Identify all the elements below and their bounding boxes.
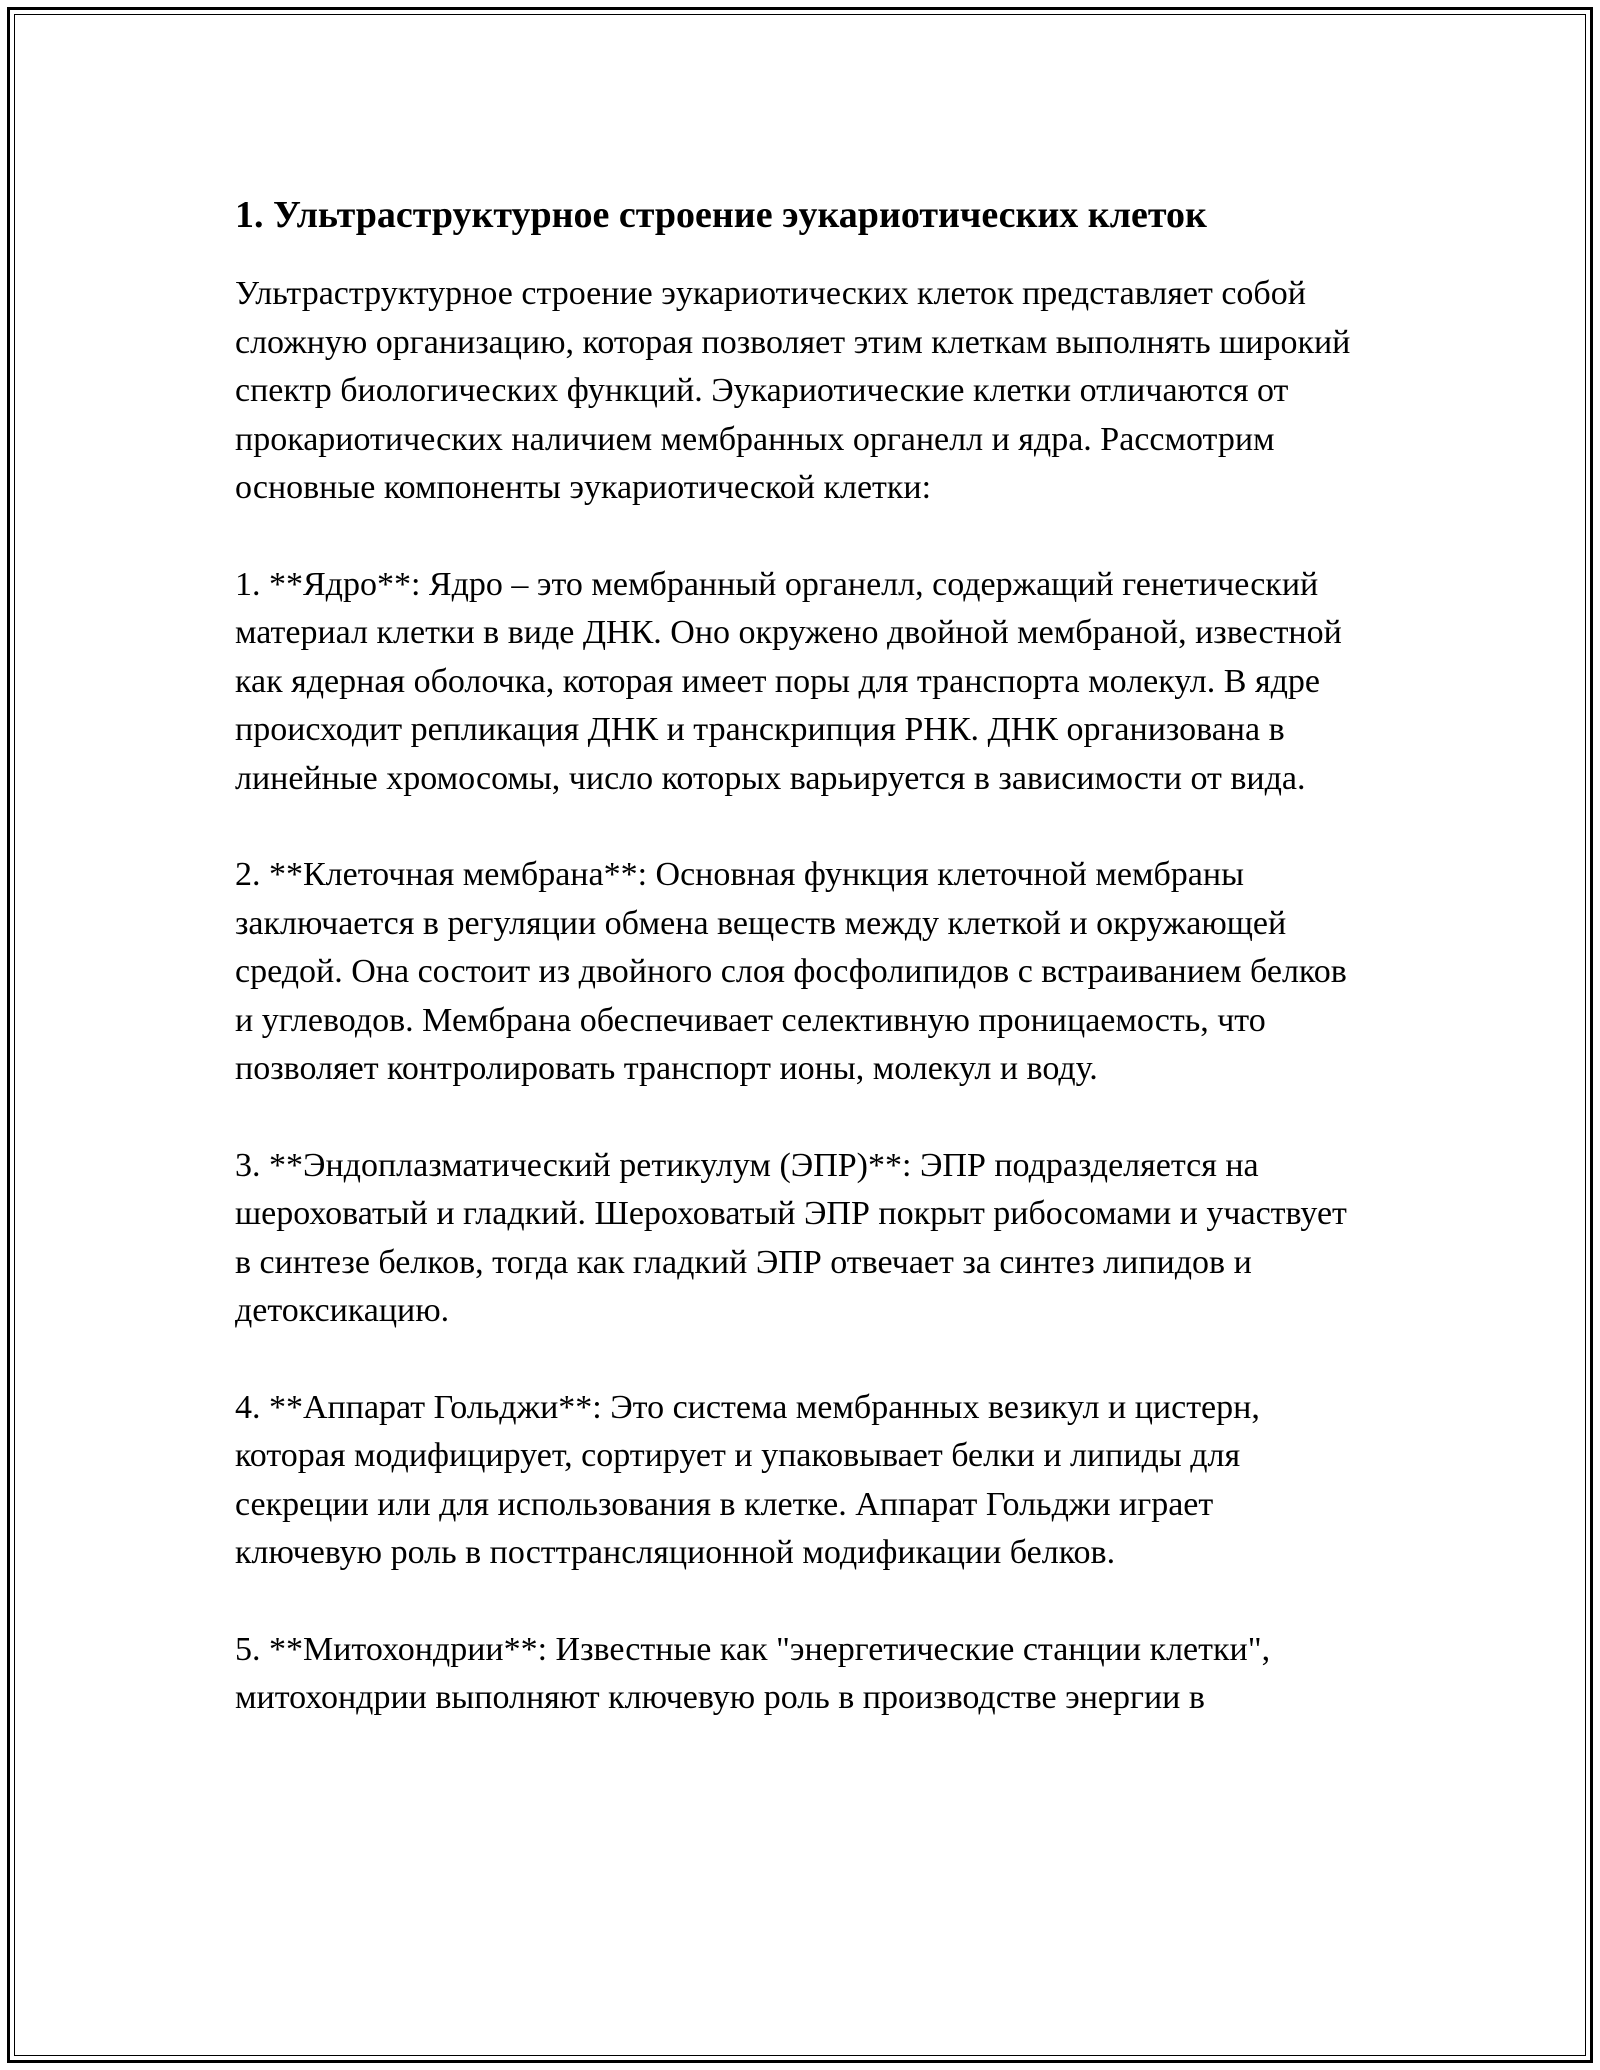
nucleus-paragraph: 1. **Ядро**: Ядро – это мембранный органелл, содержащий генетический материал клетки в виде ДНК. Оно окружено двойной мембраной, известной как ядерная оболочка, которая имеет поры для транспорта молекул. В ядре происходит репликация ДНК и транскрипция РНК. ДНК организована в линейные хромосомы, число которых варьируется в зависимости от вида. xyxy=(235,565,1342,797)
cell-membrane-paragraph: 2. **Клеточная мембрана**: Основная функция клеточной мембраны заключается в регуляции обмена веществ между клеткой и окружающей средой. Она состоит из двойного слоя фосфолипидов с встраиванием белков и углеводов. Мембрана обеспечивает селективную проницаемость, что позволяет контролировать транспорт ионы, молекул и воду. xyxy=(235,856,1347,1087)
intro-paragraph: Ультраструктурное строение эукариотических клеток представляет собой сложную организацию, которая позволяет этим клеткам выполнять широкий спектр биологических функций. Эукариотические клетки отличаются от прокариотических наличием мембранных органелл и ядра. Рассмотрим основные компоненты эукариотической клетки: xyxy=(235,275,1351,506)
document-body xyxy=(235,180,1355,1771)
section-heading: 1. Ультраструктурное строение эукариотических клеток xyxy=(235,194,1207,236)
mitochondria-paragraph: 5. **Митохондрии**: Известные как "энергетические станции клетки", митохондрии выполняют ключевую роль в производстве энергии в xyxy=(235,1630,1271,1716)
golgi-apparatus-paragraph: 4. **Аппарат Гольджи**: Это система мембранных везикул и цистерн, которая модифицирует, сортирует и упаковывает белки и липиды для секреции или для использования в клетке. Аппарат Гольджи играет ключевую роль в посттрансляционной модификации белков. xyxy=(235,1388,1260,1571)
endoplasmic-reticulum-paragraph: 3. **Эндоплазматический ретикулум (ЭПР)**: ЭПР подразделяется на шероховатый и гладкий. Шероховатый ЭПР покрыт рибосомами и участвует в синтезе белков, тогда как гладкий ЭПР отвечает за синтез липидов и детоксикацию. xyxy=(235,1146,1347,1329)
